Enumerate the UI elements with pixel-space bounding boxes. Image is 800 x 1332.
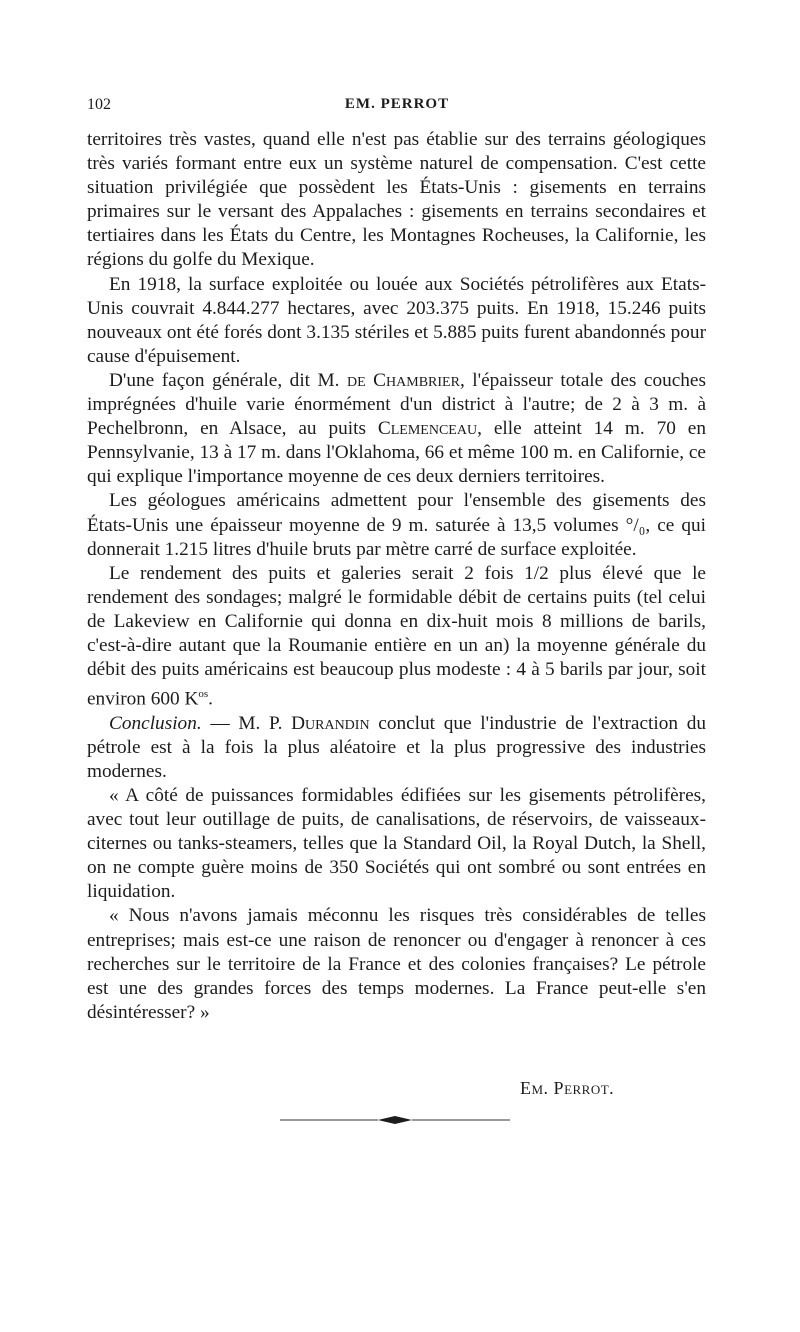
well-name-clemenceau: Clemenceau (377, 418, 478, 440)
page-header (87, 96, 707, 120)
paragraph-3-text-a: D'une façon générale, dit M. (109, 369, 348, 391)
body-text (87, 128, 706, 1025)
paragraph-5-text-a: Le rendement des puits et galeries serait 2 fois 1/2 plus élevé que le rendement des sondages; malgré le formidable débit de certains puits (tel celui de Lakeview en Californie qui donna en dix-huit mois 8 millions de barils, c'est-à-dire autant que la Roumanie entière en un an) la moyenne générale du débit des puits américains est beaucoup plus modeste : 4 à 5 barils par jour, soit environ 600 K (87, 562, 706, 710)
paragraph-3-text-b: , l'épaisseur totale des couches imprégnées d'huile varie énormément d'un district à l'autre; de 2 à 3 m. à Pechelbronn, en Alsace, au puits (87, 369, 706, 440)
paragraph-3 (87, 369, 706, 489)
paragraph-4 (87, 489, 706, 561)
unit-superscript: os (198, 688, 209, 701)
paragraph-quote-1: « A côté de puissances formidables édifiées sur les gisements pétrolifères, avec tout leur outillage de puits, de canalisations, de réservoirs, de vaisseaux-citernes ou tanks-steamers, telles que la Standard Oil, la Royal Dutch, la Shell, on ne compte guère moins de 350 Sociétés qui ont sombré ou sont entrées en liquidation. (87, 784, 706, 903)
author-name-durandin: Durandin (291, 712, 370, 734)
paragraph-2: En 1918, la surface exploitée ou louée aux Sociétés pétrolifères aux Etats-Unis couvrait 4.844.277 hectares, avec 203.375 puits. En 1918, 15.246 puits nouveaux ont été forés dont 3.135 stériles et 5.885 puits furent abandonnés pour cause d'épuisement. (87, 273, 706, 367)
paragraph-5 (87, 562, 706, 712)
paragraph-4-text-a: Les géologues américains admettent pour l'ensemble des gisements des États-Unis une épaisseur moyenne de 9 m. saturée à 13,5 volumes (87, 490, 706, 536)
conclusion-label: Conclusion. (109, 712, 202, 734)
paragraph-4-text-b: , ce qui donnerait 1.215 litres d'huile bruts par mètre carré de surface exploitée. (87, 514, 706, 560)
paragraph-quote-2: « Nous n'avons jamais méconnu les risques très considérables de telles entreprises; mais est-ce une raison de renoncer ou d'engager à renoncer à ces recherches sur le territoire de la France et des colonies françaises? Le pétrole est une des grandes forces des temps modernes. La France peut-elle s'en désintéresser? » (87, 905, 706, 1023)
paragraph-3-text-c: , elle atteint 14 m. 70 en Pennsylvanie, 13 à 17 m. dans l'Oklahoma, 66 et même 100 m. en Californie, ce qui explique l'importance moyenne de ces deux derniers territoires. (87, 418, 706, 488)
conclusion-text-a: — M. P. (201, 712, 292, 734)
paragraph-conclusion (87, 712, 706, 784)
author-name-chambrier: de Chambrier (347, 369, 460, 391)
end-ornament (280, 1110, 510, 1130)
running-head: EM. PERROT (344, 96, 450, 112)
paragraph-1: territoires très vastes, quand elle n'est pas établie sur des terrains géologiques très variés formant entre eux un système naturel de compensation. C'est cette situation privilégiée que possèdent les États-Unis : gisements en terrains primaires sur le versant des Appalaches : gisements en terrains secondaires et tertiaires dans les États du Centre, les Montagnes Rocheuses, la Californie, les régions du golfe du Mexique. (87, 129, 706, 271)
permille-sign: °/₀ (625, 514, 646, 536)
conclusion-text-b: conclut que l'industrie de l'extraction du pétrole est à la fois la plus aléatoire et la plus progressive des industries modernes. (87, 712, 707, 782)
page-number: 102 (87, 96, 111, 113)
signature: Em. Perrot. (520, 1078, 615, 1098)
paragraph-5-text-b: . (208, 688, 213, 710)
